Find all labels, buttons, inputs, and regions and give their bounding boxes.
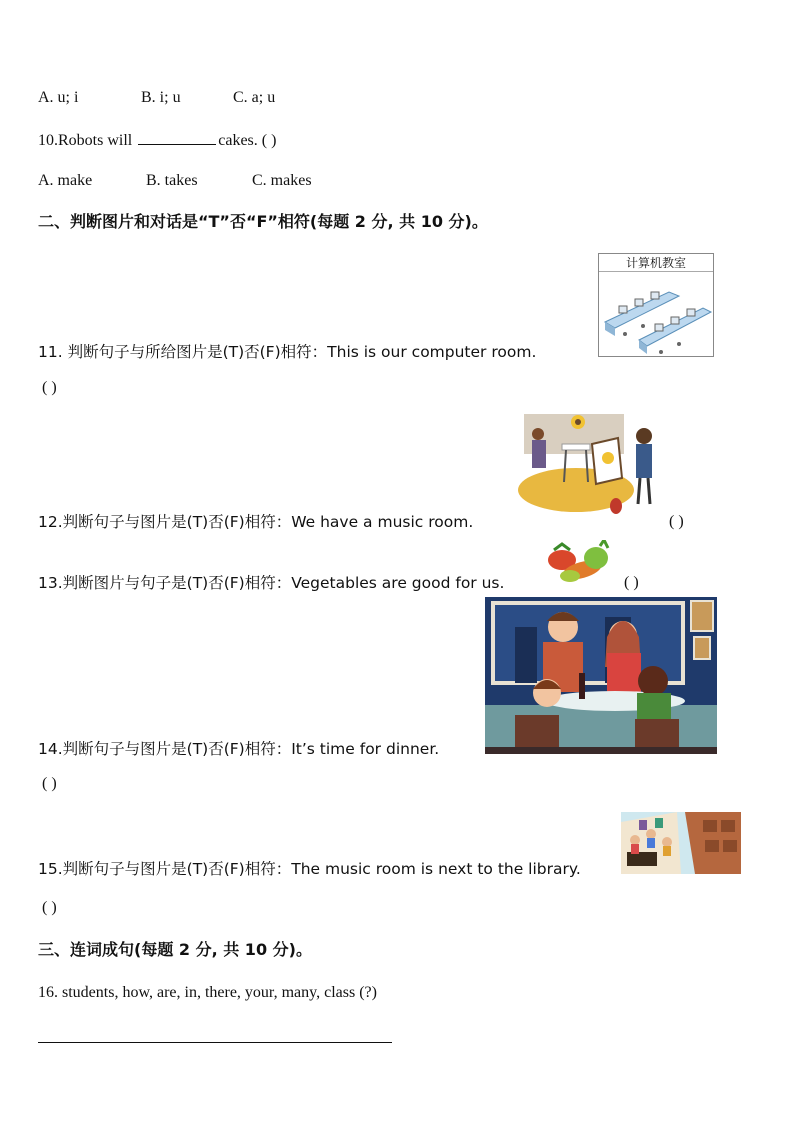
family-dinner-illustration [485,597,717,754]
q10-option-c: C. makes [252,172,312,189]
q9-option-a: A. u; i [38,89,79,106]
vegetables-image [544,540,616,586]
painting-class-illustration [516,408,664,526]
vegetables-illustration [544,540,616,586]
q14-question: 14.判断句子与图片是(T)否(F)相符：It’s time for dinner. [38,740,440,758]
q16-answer-line[interactable] [38,1042,392,1043]
section-2-title: 二、判断图片和对话是“T”否“F”相符(每题 2 分, 共 10 分)。 [38,212,488,231]
q13-question: 13.判断图片与句子是(T)否(F)相符：Vegetables are good for us. [38,574,505,592]
q13-answer-paren[interactable]: ( ) [624,574,639,591]
q12-answer-paren[interactable]: ( ) [669,513,684,530]
q15-answer-paren[interactable]: ( ) [42,899,57,916]
art-class-image [516,408,664,526]
q12-question: 12.判断句子与图片是(T)否(F)相符：We have a music room. [38,513,474,531]
q14-answer-paren[interactable]: ( ) [42,775,57,792]
q9-option-b: B. i; u [141,89,181,106]
family-dinner-image [485,597,717,754]
q11-question: 11. 判断句子与所给图片是(T)否(F)相符：This is our computer room. [38,343,537,361]
q11-answer-paren[interactable]: ( ) [42,379,57,396]
q10-question [38,130,276,151]
section-3-title: 三、连词成句(每题 2 分, 共 10 分)。 [38,940,312,959]
q9-option-c: C. a; u [233,89,276,106]
music-library-illustration [621,812,741,874]
computer-room-image [598,253,714,357]
music-room-library-image [621,812,741,874]
q15-question: 15.判断句子与图片是(T)否(F)相符：The music room is next to the library. [38,860,581,878]
q10-option-a: A. make [38,172,93,189]
computer-room-label: 计算机教室 [599,255,713,272]
q10-option-b: B. takes [146,172,198,189]
computer-desks-illustration [599,272,713,356]
q16-question: 16. students, how, are, in, there, your, many, class (?) [38,984,377,1001]
q10-stem-start: 10.Robots will [38,132,133,149]
q10-blank [138,130,216,145]
q10-stem-end: cakes. ( ) [218,132,277,149]
